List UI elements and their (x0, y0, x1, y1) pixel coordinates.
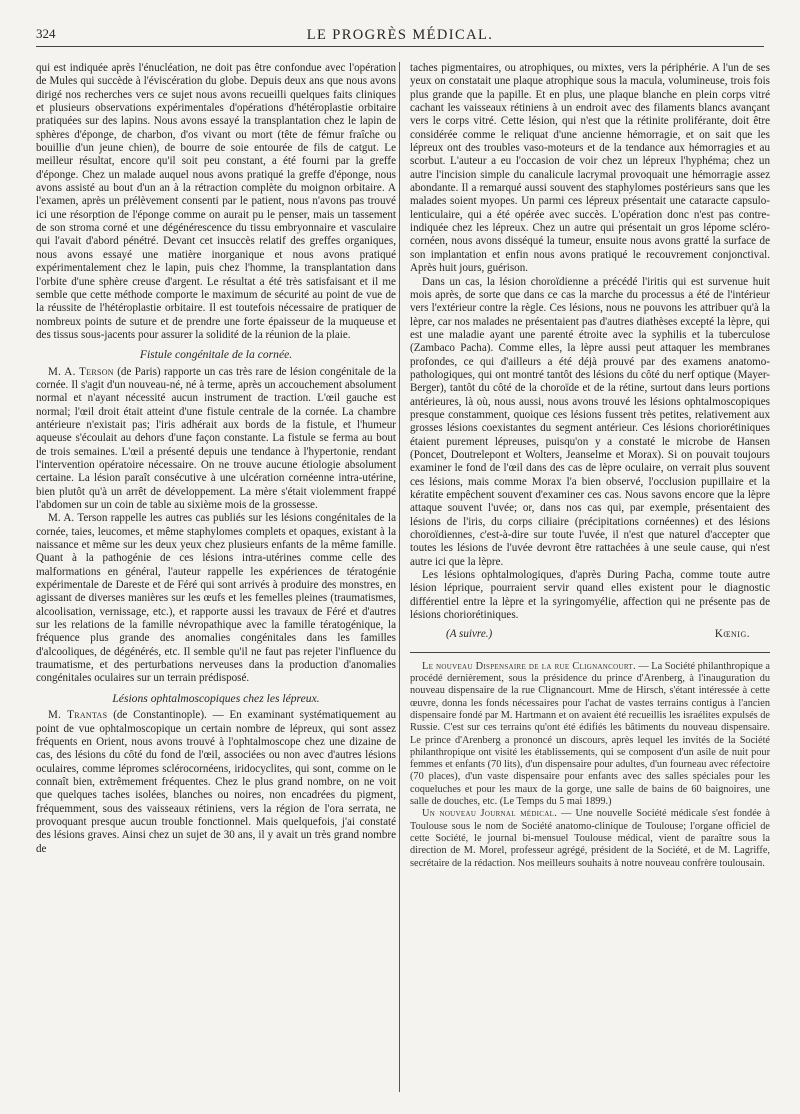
paragraph: M. A. Terson (de Paris) rapporte un cas très rare de lésion congénitale de la cornée. Il s'agit d'un nouveau-né, né à terme, après un accouchement absolument normal et n'ayant nécessité aucun instrument de traction. L'œil gauche est normal; l'œil droit était atteint d'une fistule centrale de la cornée. La chambre antérieure n'existait pas; l'iris adhérait aux bords de la fistule, et l'humeur aqueuse s'écoulait au dehors d'une façon constante. La fistule se ferma au bout de trois semaines. L'œil a présenté depuis une tendance à l'hypertonie, rendant l'intervention opératoire nécessaire. On ne trouve aucune étiologie absolument certaine. La lésion paraît consécutive à une ulcération cornéenne intra-utérine, bien plutôt qu'à un arrêt de développement. La mère s'était violemment frappé l'abdomen sur un coin de table au sixième mois de la grossesse. (36, 365, 396, 511)
author-name: M. A. Terson (48, 365, 114, 378)
news-item: Le nouveau Dispensaire de la rue Clignancourt. — La Société philanthropique a procédé dernièrement, sous la présidence du prince d'Arenberg, à l'inauguration du nouveau dispensaire de la rue Clignancourt. Mme de Hirsch, s'étant intéressée à cette œuvre, donna les fonds nécessaires pour l'achat de vastes terrains contigus à l'ancien dispensaire fondé par M. Hartmann et on avaient été recueillis les israélites expulsés de Russie. C'est sur ces terrains qu'ont été édifiés les bâtiments du nouveau dispensaire. Le prince d'Arenberg a prononcé un discours, après lequel les invités de la Société philanthropique ont visité les établissements, qui se composent d'un asile de nuit pour femmes et enfants (70 lits), d'un dispensaire pour adultes, d'un fourneau avec réfectoire (70 places), d'un vaste dispensaire pour enfants avec des salles spéciales pour les coqueluches et pour les maux de la gorge, une salle de bains de 60 baignoires, une salle de douches, etc. (Le Temps du 5 mai 1899.) (410, 660, 771, 808)
left-column (36, 62, 396, 856)
news-item: Un nouveau Journal médical. — Une nouvelle Société médicale s'est fondée à Toulouse sous le nom de Société anatomo-clinique de Toulouse; l'organe officiel de cette Société, le journal bi-mensuel Toulouse médical, vient de paraître sous la direction de M. Morel, professeur agrégé, président de la Société, et de M. Lagriffe, secrétaire de la rédaction. Nos meilleurs souhaits à notre nouveau confrère toulousain. (410, 808, 770, 869)
section-heading: Fistule congénitale de la cornée. (139, 348, 293, 362)
paragraph: M. Trantas (de Constantinople). — En examinant systématiquement au point de vue ophtalmoscopique un certain nombre de lépreux, qui sont assez fréquents en Orient, nous avons trouvé à l'ophtalmoscope chez une dizaine de cas, des lésions du côté du fond de l'œil, associées ou non avec d'autres lésions oculaires, comme lépromes sclérocornéens, iridocyclites, qui sont, comme on le connaît bien, extrêmement fréquentes. Chez le plus grand nombre, on ne voit que quelques taches isolées, blanches ou noires, non encadrées du pigment, fréquemment, sous des vaisseaux rétiniens, vers la région de l'ora serrata, ne provoquant presque aucun trouble fonctionnel. Mais quelquefois, j'ai constaté des lésions graves. Ainsi chez un sujet de 30 ans, il y avait un très grand nombre de (36, 709, 397, 855)
right-column (410, 62, 770, 870)
signature-line (410, 628, 770, 641)
paragraph: Les lésions ophtalmologiques, d'après During Pacha, comme toute autre lésion léprique, pourraient servir quand elles existent pour le diagnostic différentiel entre la lèpre et la syringomyélie, affection qui ne présente pas de lésions choriorétiniques. (410, 569, 770, 622)
paragraph: M. A. Terson rappelle les autres cas publiés sur les lésions congénitales de la cornée, taies, leucomes, et même staphylomes complets et opaques, existant à la naissance et même sur les deux yeux chez plusieurs enfants de la même famille. Quant à la pathogénie de ces lésions intra-utérines comme celle des malformations en général, l'auteur rappelle les expériences de tératogénie expérimentale de Dareste et de Féré qui sont arrivés à produire des monstres, en agissant de diverses manières sur les œufs et les femelles pleines (traumatismes, alcoolisation, vernissage, etc.), et rapporte aussi les travaux de Féré et d'autres sur les relations de la famille névropathique avec la famille tératogénique, la fréquence plus grande des anomalies congénitales dans les familles d'alcooliques, de dégénérés, etc. Il semble qu'il ne faut pas rejeter l'influence du traumatisme, et des perturbations nerveuses dans la production d'anomalies congénitales oculaires sur un terrain prédisposé. (36, 512, 396, 685)
paragraph: Dans un cas, la lésion choroïdienne a précédé l'iritis qui est survenue huit mois après, de sorte que dans ce cas la marche du processus a été de l'intérieur vers l'extérieur contre la règle. Ces lésions, nous ne pouvons les attribuer qu'à la lèpre, car nos malades ne présentaient pas d'autres diathèses excepté la lèpre, qui est une maladie ayant une parenté étroite avec la syphilis et la tuberculose (Zambaco Pacha). Comme elles, la lèpre aussi peut attaquer les membranes profondes, ce qui d'ailleurs a été déjà prouvé par des examens anatomo-pathologiques, qui ont montré tantôt des lésions du côté du nerf optique (Mayer-Berger), tantôt du côté de la choroïde et de la rétine, surtout dans leurs portions antérieures, là où, nous aussi, nous avons trouvé les lésions ophtalmoscopiques presque constamment, quoique ces lésions fussent très petites, relativement aux grosses lésions coexistantes du segment antérieur. Ces lésions choriorétiniques étaient purement lépreuses, puisqu'on y a constaté le microbe de Hansen (Poncet, Doutrelepont et Wolters, Jeanselme et Morax). Si on pouvait toujours examiner le fond de l'œil dans des cas de lèpre oculaire, on verrait plus souvent ces lésions, mais comme Morax l'a bien observé, l'occlusion pupillaire et la kératite empêchent souvent d'examiner ces cas. Nous savons encore que la lèpre attaque souvent l'uvée; or, dans nos cas qui, par exemple, présentaient des lésions de l'iris, du corps ciliaire (précipitations cornéennes) et des lésions choroïdiennes, c'est-à-dire sur toute l'uvée, il n'est que naturel d'accepter que toutes les lésions de l'uvée devront être rattachées à une seule cause, qui n'est autre ici que la lèpre. (410, 275, 770, 568)
paragraph: taches pigmentaires, ou atrophiques, ou mixtes, vers la périphérie. A l'un de ses yeux on constatait une plaque atrophique sous la macula, volumineuse, trois fois plus grande que la papille. Et en plus, une plaque blanche en plein corps vitré cachant les vaisseaux rétiniens à un endroit avec des filaments blancs avançant vers le corps vitré. Cette lésion, qui n'est que la rétinite proliférante, doit être considérée comme le reliquat d'une ancienne hémorragie, et on sait que les lépreux ont des troubles vaso-moteurs et de la tendance aux hémorragies et au scorbut. L'auteur a eu l'occasion de voir chez un lépreux l'hyphéma; chez un autre l'incision simple du canalicule lacrymal provoquait une hémorragie assez abondante. Il a remarqué aussi souvent des staphylomes postérieurs sans que les malades soient myopes. Un parmi ces lépreux présentait une cataracte capsulo-lenticulaire, qui a été opérée avec succès. L'opération donc n'est pas contre-indiquée chez les lépreux. Chez un autre qui présentait un gros lépome scléro-cornéen, nous avons disséqué la tumeur, ensuite nous avons gratté la surface de son implantation et enfin nous avons pratiqué le recouvrement conjonctival. Après huit jours, guérison. (410, 62, 770, 275)
author-name: M. Trantas (48, 709, 108, 722)
running-title: LE PROGRÈS MÉDICAL. (306, 27, 494, 43)
news-title: Un nouveau Journal médical. (422, 808, 558, 820)
to-be-continued: (A suivre.) (446, 628, 493, 641)
paragraph: qui est indiquée après l'énucléation, ne doit pas être confondue avec l'opération de Mules qui succède à l'éviscération du globe. Depuis deux ans que nous avons dirigé nos recherches vers ce sujet nous avons recueilli quelques faits cliniques et plusieurs observations expérimentales d'opérations d'hétéroplastie orbitaire pratiquées sur des lapins. Nous avons essayé la transplantation chez le lapin de sphères d'éponge, de charbon, d'os vivant ou mort (tête de fémur fraîche ou bouillie d'un jeune chien), de bourre de soie entourée de fils de catgut. Le meilleur résultat, encore qu'il soit peu constant, a été fourni par la greffe d'éponge. Chez un malade auquel nous avons pratiqué la greffe d'éponge, nous avons assisté au bout d'un an à la rétraction complète du moignon orbitaire. A l'examen, après un prélèvement consenti par le patient, nous n'avons pas trouvé ici une résorption de l'éponge comme on aurait pu le penser, mais un tassement de son stroma corné et une dégénérescence du tissu embryonnaire et vasculaire qui l'avait d'abord pénétré. Devant cet insuccès relatif des greffes organiques, nous avons essayé une matière inorganique et nous avons pratiqué expérimentalement chez le lapin, puis chez l'homme, la transplantation dans l'orbite d'une sphère creuse d'argent. Le résultat a été très satisfaisant et il me semble que cette méthode comporte le maximum de sécurité au point de vue de la réussite de l'hétéroplastie orbitaire. Il est toutefois nécessaire de pratiquer de nombreux points de suture et de prendre une forte épaisseur de la muqueuse et des tissus sous-jacents pour assurer la solidité de la réunion de la plaie. (36, 62, 396, 341)
page-header (36, 26, 764, 47)
article-author: Kœnig. (714, 628, 750, 641)
section-rule (410, 652, 770, 653)
column-divider (399, 62, 400, 1092)
section-heading: Lésions ophtalmoscopiques chez les lépreux. (112, 691, 320, 705)
news-title: Le nouveau Dispensaire de la rue Clignancourt. (422, 660, 636, 672)
page-number: 324 (36, 26, 56, 41)
news-section (410, 661, 770, 870)
